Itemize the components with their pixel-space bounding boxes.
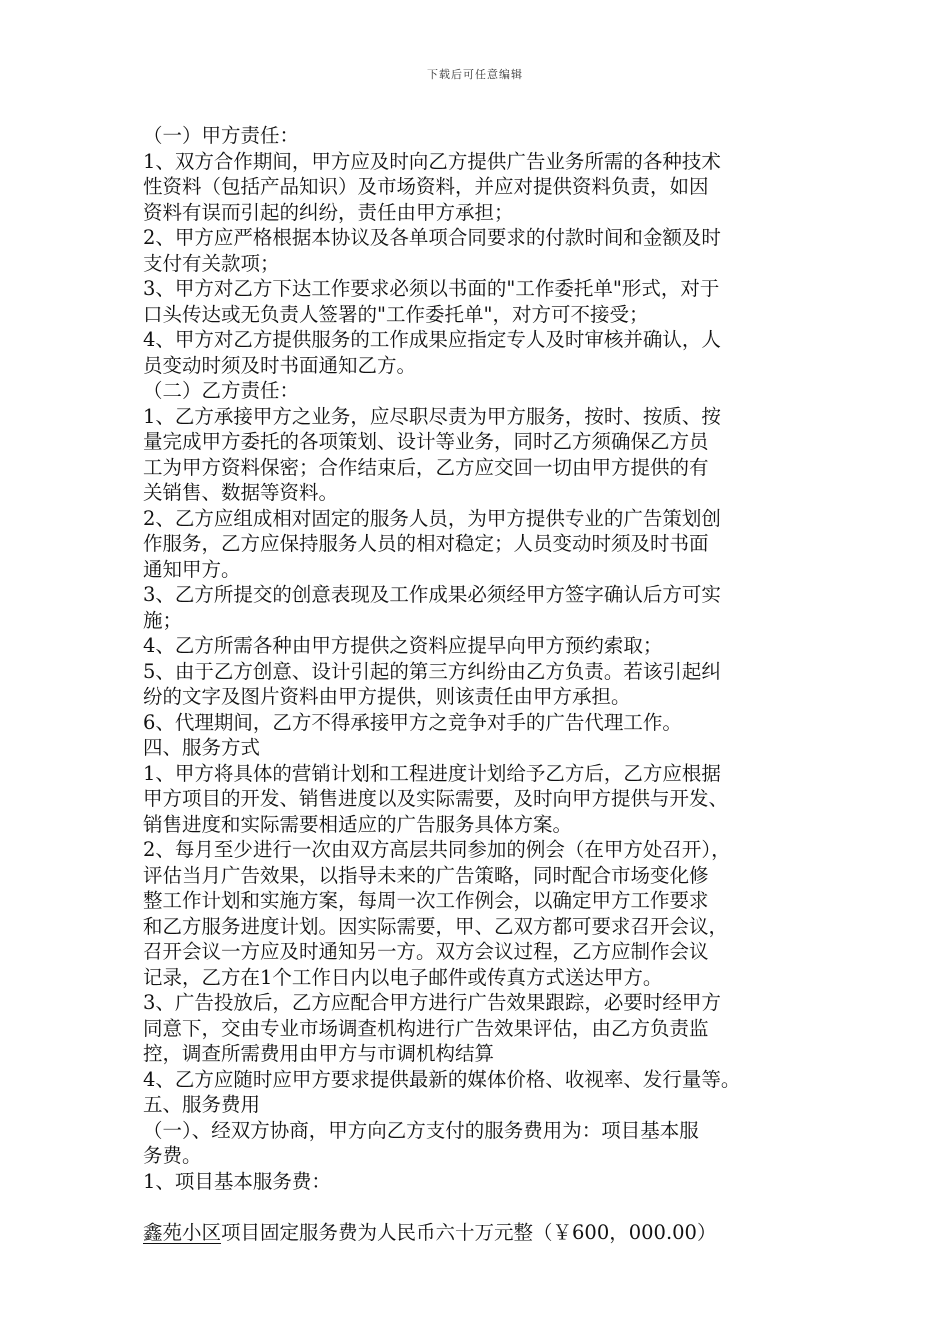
project-name: 鑫苑小区 [143, 1220, 222, 1244]
paragraph-line: 施； [143, 608, 183, 632]
paragraph-line: 工为甲方资料保密；合作结束后，乙方应交回一切由甲方提供的有 [143, 455, 709, 479]
paragraph-line: 4、乙方所需各种由甲方提供之资料应提早向甲方预约索取； [143, 634, 663, 657]
paragraph-line: 6、代理期间，乙方不得承接甲方之竞争对手的广告代理工作。 [143, 710, 682, 734]
paragraph-line: 性资料（包括产品知识）及市场资料，并应对提供资料负责，如因 [143, 175, 709, 198]
paragraph-line: 销售进度和实际需要相适应的广告服务具体方案。 [143, 812, 573, 836]
paragraph-line: 员变动时须及时书面通知乙方。 [143, 353, 417, 377]
paragraph-line: 量完成甲方委托的各项策划、设计等业务，同时乙方须确保乙方员 [143, 430, 709, 453]
paragraph-line: 资料有误而引起的纠纷，责任由甲方承担； [143, 200, 514, 224]
paragraph-line: 同意下，交由专业市场调查机构进行广告效果评估，由乙方负责监 [143, 1016, 709, 1040]
paragraph-line: 3、甲方对乙方下达工作要求必须以书面的"工作委托单"形式，对于 [143, 277, 720, 300]
paragraph-line: 4、甲方对乙方提供服务的工作成果应指定专人及时审核并确认，人 [143, 328, 721, 351]
paragraph-line: 1、甲方将具体的营销计划和工程进度计划给予乙方后，乙方应根据 [143, 761, 721, 785]
paragraph-line: 支付有关款项； [143, 251, 280, 275]
paragraph-line: 通知甲方。 [143, 557, 241, 581]
paragraph-line: 3、广告投放后，乙方应配合甲方进行广告效果跟踪，必要时经甲方 [143, 991, 721, 1014]
paragraph-line: 口头传达或无负责人签署的"工作委托单"，对方可不接受； [143, 302, 649, 326]
paragraph-line: 2、每月至少进行一次由双方高层共同参加的例会（在甲方处召开）， [143, 838, 731, 861]
paragraph-line: 作服务，乙方应保持服务人员的相对稳定；人员变动时须及时书面 [143, 532, 709, 555]
paragraph-line: 1、双方合作期间，甲方应及时向乙方提供广告业务所需的各种技术 [143, 149, 721, 173]
paragraph-line: 纷的文字及图片资料由甲方提供，则该责任由甲方承担。 [143, 685, 631, 708]
paragraph-line: 3、乙方所提交的创意表现及工作成果必须经甲方签字确认后方可实 [143, 583, 721, 606]
paragraph-line: 记录，乙方在1个工作日内以电子邮件或传真方式送达甲方。 [143, 965, 663, 989]
paragraph-line: 关销售、数据等资料。 [143, 481, 339, 504]
section-heading: 五、服务费用 [143, 1093, 261, 1116]
paragraph-line: 评估当月广告效果，以指导未来的广告策略，同时配合市场变化修 [143, 863, 709, 887]
blank-line [143, 1194, 823, 1220]
paragraph-line: （一）、经双方协商，甲方向乙方支付的服务费用为：项目基本服 [143, 1118, 699, 1142]
paragraph-line: 4、乙方应随时应甲方要求提供最新的媒体价格、收视率、发行量等。 [143, 1067, 741, 1091]
paragraph-line: 和乙方服务进度计划。因实际需要，甲、乙双方都可要求召开会议， [143, 914, 729, 938]
paragraph-line: 务费。 [143, 1144, 202, 1167]
document-body [143, 123, 823, 1245]
section-heading: 四、服务方式 [143, 736, 261, 759]
paragraph-line: 2、乙方应组成相对固定的服务人员，为甲方提供专业的广告策划创 [143, 506, 721, 530]
paragraph-line: 甲方项目的开发、销售进度以及实际需要，及时向甲方提供与开发、 [143, 787, 729, 810]
section-heading: （二）乙方责任： [143, 379, 300, 402]
section-heading: （一）甲方责任： [143, 124, 300, 147]
paragraph-line: 1、乙方承接甲方之业务，应尽职尽责为甲方服务，按时、按质、按 [143, 404, 721, 428]
page-header-note: 下载后可任意编辑 [427, 68, 523, 81]
paragraph-line: 5、由于乙方创意、设计引起的第三方纠纷由乙方负责。若该引起纠 [143, 659, 721, 683]
paragraph-line: 控，调查所需费用由甲方与市调机构结算 [143, 1042, 495, 1065]
paragraph-line: 召开会议一方应及时通知另一方。双方会议过程，乙方应制作会议 [143, 940, 709, 963]
fee-line [143, 1220, 823, 1246]
fee-text: 项目固定服务费为人民币六十万元整（￥600，000.00） [221, 1220, 717, 1244]
paragraph-line: 1、项目基本服务费： [143, 1169, 331, 1193]
paragraph-line: 2、甲方应严格根据本协议及各单项合同要求的付款时间和金额及时 [143, 226, 721, 249]
paragraph-line: 整工作计划和实施方案，每周一次工作例会，以确定甲方工作要求 [143, 889, 709, 912]
